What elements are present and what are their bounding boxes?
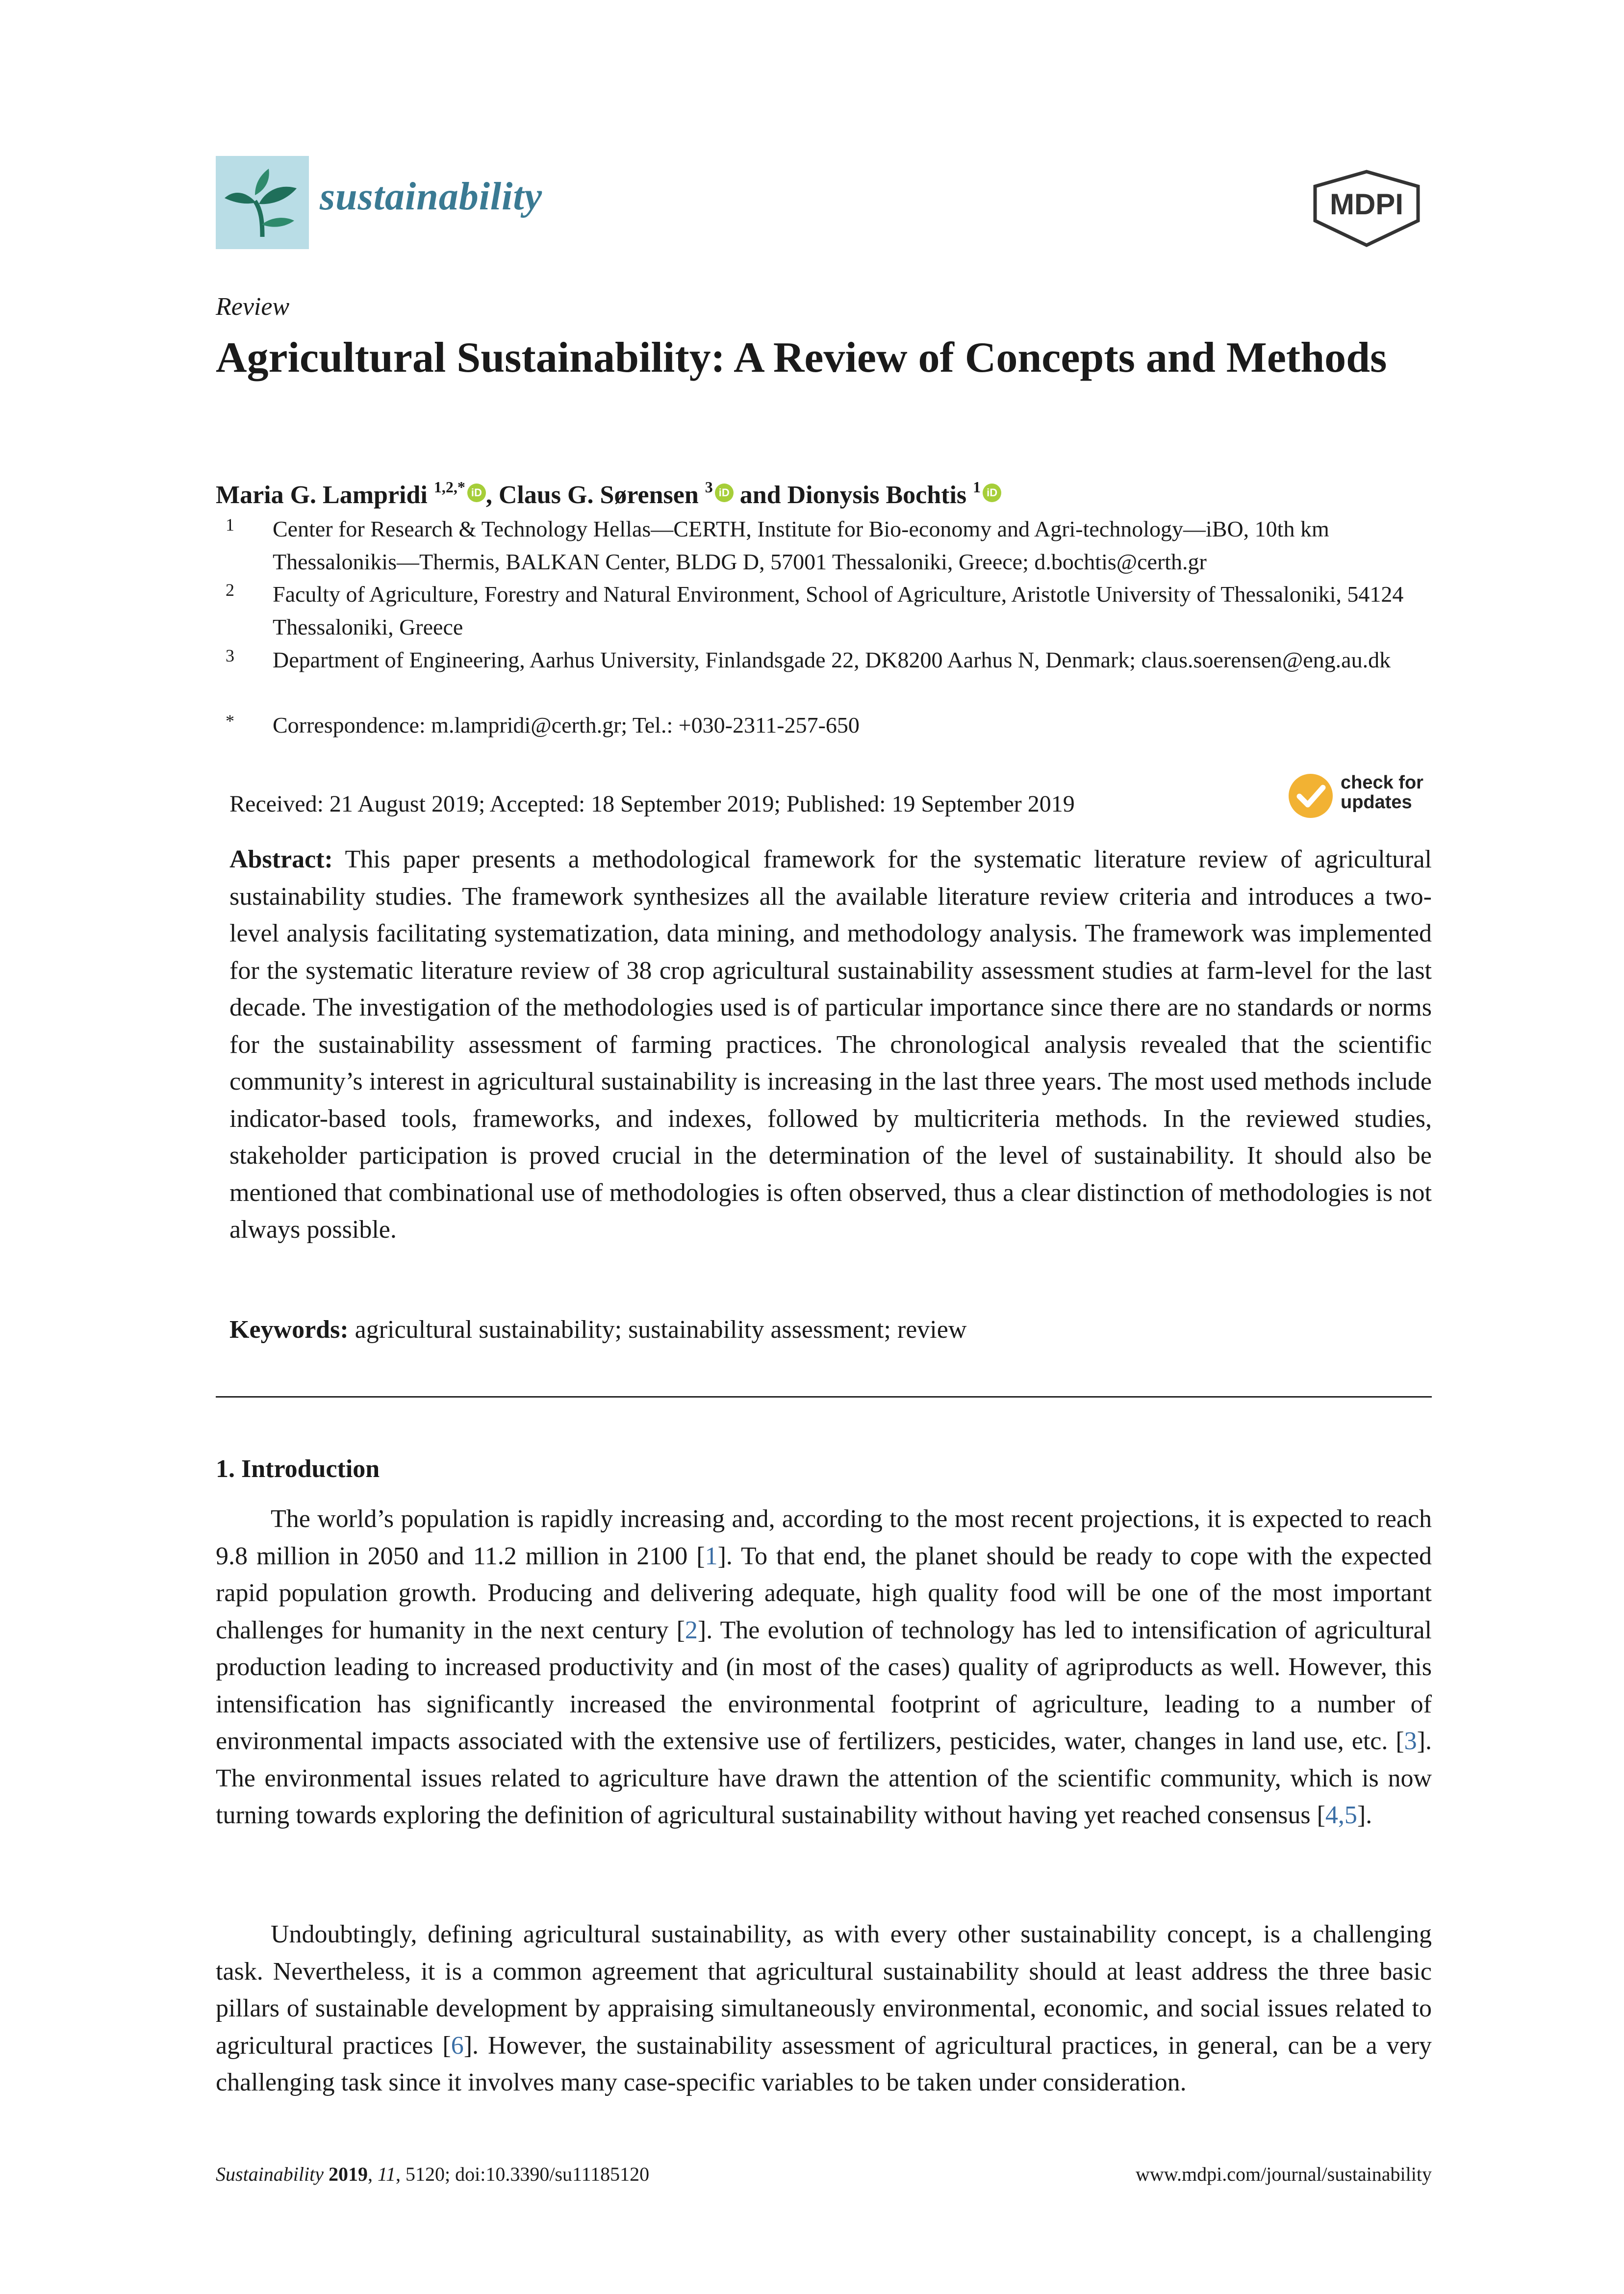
- orcid-icon[interactable]: iD: [467, 484, 486, 502]
- author-list: Maria G. Lampridi $^{1,2,*}$ iD , Claus G. Sørensen $^3$ iD and Dionysis Bochtis $^1$ iD: [216, 478, 1001, 510]
- affiliation-number: *: [226, 711, 234, 731]
- author-name: Claus G. Sørensen: [498, 481, 705, 509]
- affiliation-text: Faculty of Agriculture, Forestry and Natural Environment, School of Agriculture, Aristotle University of Thessaloniki, 54124 Thessaloniki, Greece: [273, 582, 1404, 639]
- check-updates-label: check for updates: [1341, 772, 1423, 813]
- affiliation-item: [226, 512, 1432, 578]
- plant-icon: [216, 156, 309, 249]
- orcid-icon[interactable]: iD: [983, 484, 1001, 502]
- affiliation-text: Department of Engineering, Aarhus University, Finlandsgade 22, DK8200 Aarhus N, Denmark; claus.soerensen@eng.au.dk: [273, 647, 1391, 672]
- author-affiliation-marker: 1,2,*: [433, 478, 465, 496]
- affiliation-number: 2: [226, 580, 234, 600]
- author-name: Maria G. Lampridi: [216, 481, 434, 509]
- footer-citation: Sustainability 2019, 11, 5120; doi:10.3390/su11185120: [216, 2163, 650, 2185]
- affiliation-item: [226, 643, 1432, 676]
- abstract-label: Abstract:: [229, 845, 333, 873]
- section-divider: [216, 1396, 1432, 1398]
- keywords-text: agricultural sustainability; sustainability assessment; review: [355, 1316, 967, 1344]
- author-name: Dionysis Bochtis: [787, 481, 973, 509]
- abstract: [229, 841, 1432, 1249]
- intro-paragraph-2: Undoubtingly, defining agricultural sustainability, as with every other sustainability concept, is a challenging task. Nevertheless, it is a common agreement that agricultural sustainability should at least address the three basic pillars of sustainable development by appraising simultaneously environmental, economic, and social issues related to agricultural practices [6]. However, the sustainability assessment of agricultural practices, in general, can be a very challenging task since it involves many case-specific variables to be taken under consideration.: [216, 1920, 1432, 2096]
- affiliation-number: 1: [226, 515, 234, 535]
- citation-link[interactable]: 4,5: [1325, 1801, 1357, 1829]
- affiliation-item: [226, 578, 1432, 643]
- check-icon: [1289, 774, 1333, 818]
- affiliation-number: 3: [226, 646, 234, 665]
- article-title: Agricultural Sustainability: A Review of Concepts and Methods: [216, 334, 1387, 382]
- publisher-name: MDPI: [1330, 188, 1403, 221]
- affiliation-item: [226, 709, 1432, 741]
- journal-logo: [216, 156, 309, 249]
- keywords-label: Keywords:: [229, 1316, 349, 1344]
- author-affiliation-marker: 3: [705, 478, 713, 496]
- section-heading: 1. Introduction: [216, 1455, 380, 1483]
- citation-link[interactable]: 1: [705, 1542, 718, 1570]
- check-for-updates-badge[interactable]: [1289, 769, 1436, 823]
- citation-link[interactable]: 3: [1404, 1727, 1417, 1755]
- citation-link[interactable]: 6: [451, 2031, 464, 2060]
- intro-paragraph-1: The world’s population is rapidly increasing and, according to the most recent projections, it is expected to reach 9.8 million in 2050 and 11.2 million in 2100 [1]. To that end, the planet should be ready to cope with the expected rapid population growth. Producing and delivering adequate, high quality food will be one of the most important challenges for humanity in the next century [2]. The evolution of technology has led to intensification of agricultural production leading to increased productivity and (in most of the cases) quality of agriproducts as well. However, this intensification has significantly increased the environmental footprint of agriculture, leading to a number of environmental impacts associated with the extensive use of fertilizers, pesticides, water, changes in land use, etc. [3]. The environmental issues related to agriculture have drawn the attention of the scientific community, which is now turning towards exploring the definition of agricultural sustainability without having yet reached consensus [4,5].: [216, 1505, 1432, 1829]
- publication-dates: Received: 21 August 2019; Accepted: 18 September 2019; Published: 19 September 2019: [229, 791, 1075, 817]
- author-affiliation-marker: 1: [973, 478, 981, 496]
- abstract-text: This paper presents a methodological framework for the systematic literature review of agricultural sustainability studies. The framework synthesizes all the available literature review criteria and introduces a two-level analysis facilitating systematization, data mining, and methodology analysis. The framework was implemented for the systematic literature review of 38 crop agricultural sustainability assessment studies at farm-level for the last decade. The investigation of the methodologies used is of particular importance since there are no standards or norms for the sustainability assessment of farming practices. The chronological analysis revealed that the scientific community’s interest in agricultural sustainability is increasing in the last three years. The most used methods include indicator-based tools, frameworks, and indexes, followed by multicriteria methods. In the reviewed studies, stakeholder participation is proved crucial in the determination of the level of sustainability. It should also be mentioned that combinational use of methodologies is often observed, thus a clear distinction of methodologies is not always possible.: [229, 845, 1432, 1244]
- affiliation-text: Center for Research & Technology Hellas—CERTH, Institute for Bio-economy and Agri-technology—iBO, 10th km Thessalonikis—Thermis, BALKAN Center, BLDG D, 57001 Thessaloniki, Greece; d.bochtis@certh.gr: [273, 516, 1329, 574]
- publisher-logo: [1305, 167, 1428, 250]
- keywords: [229, 1315, 1432, 1344]
- footer-journal-url[interactable]: www.mdpi.com/journal/sustainability: [1135, 2163, 1432, 2185]
- journal-name: sustainability: [320, 175, 543, 218]
- citation-link[interactable]: 2: [685, 1616, 698, 1644]
- orcid-icon[interactable]: iD: [715, 484, 734, 502]
- article-type: Review: [216, 293, 290, 321]
- affiliation-text: Correspondence: m.lampridi@certh.gr; Tel.: +030-2311-257-650: [273, 713, 860, 738]
